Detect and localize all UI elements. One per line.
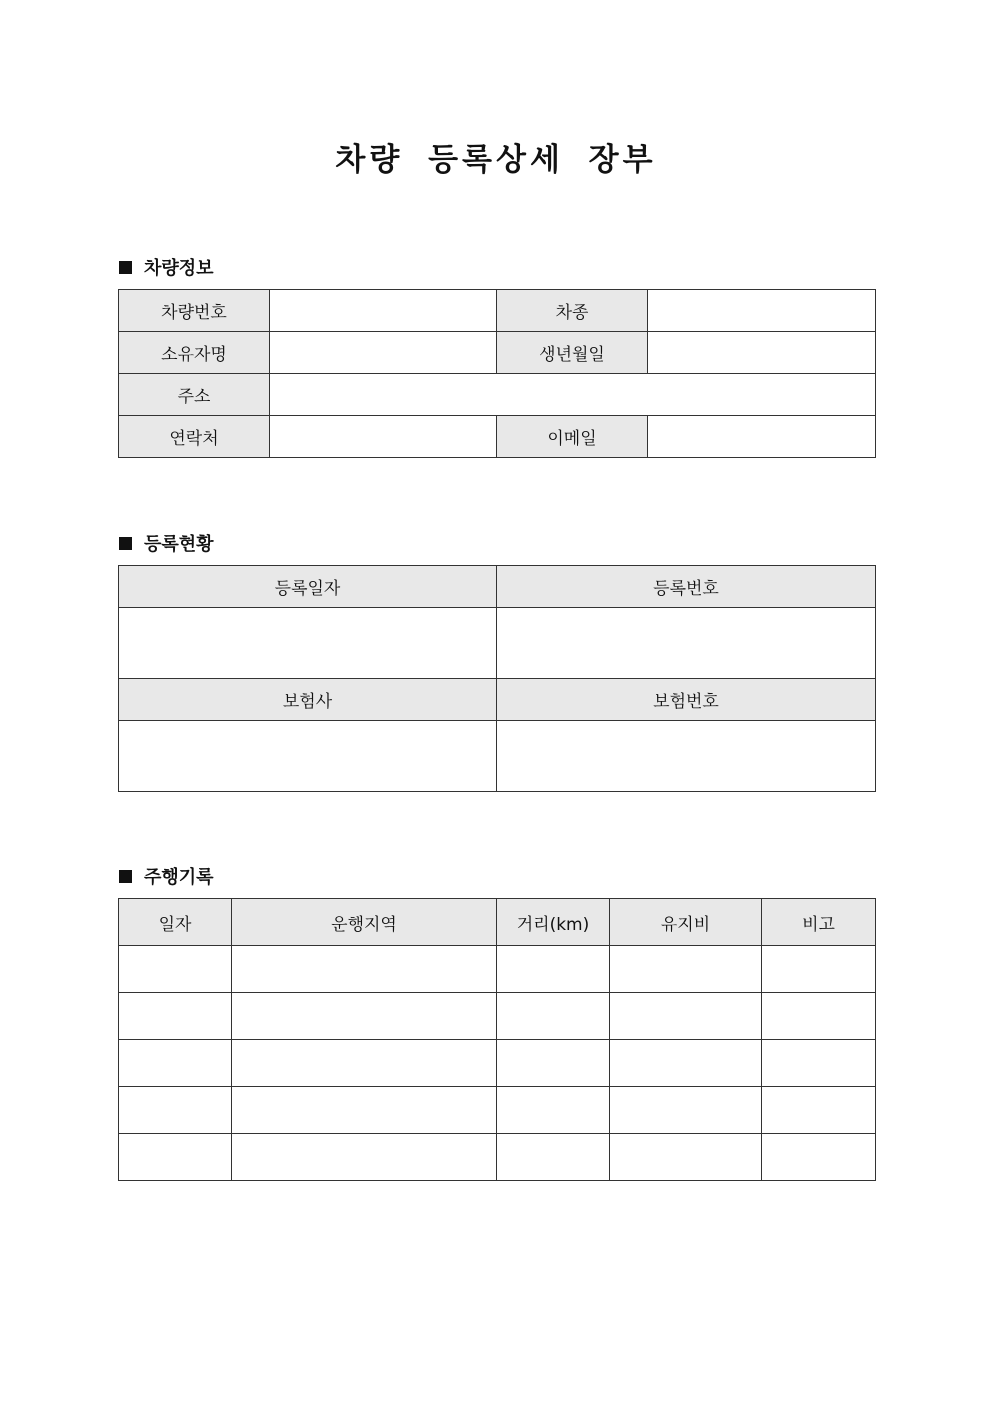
column-header-distance: 거리(km) bbox=[497, 899, 610, 946]
column-header-region: 운행지역 bbox=[232, 899, 497, 946]
table-cell[interactable] bbox=[762, 993, 876, 1040]
table-cell[interactable] bbox=[762, 946, 876, 993]
plate-field[interactable] bbox=[270, 290, 497, 332]
table-header-row bbox=[119, 899, 876, 946]
table-row bbox=[119, 993, 876, 1040]
plate-label: 차량번호 bbox=[119, 290, 270, 332]
section-heading-registration bbox=[119, 530, 214, 556]
insurance-number-label: 보험번호 bbox=[497, 679, 876, 721]
registration-date-label: 등록일자 bbox=[119, 566, 497, 608]
table-cell[interactable] bbox=[119, 1087, 232, 1134]
table-cell[interactable] bbox=[497, 946, 610, 993]
table-cell[interactable] bbox=[119, 993, 232, 1040]
birthdate-label: 생년월일 bbox=[497, 332, 648, 374]
table-cell[interactable] bbox=[119, 1134, 232, 1181]
vehicle-info-table bbox=[118, 289, 876, 458]
table-row bbox=[119, 679, 876, 721]
table-cell[interactable] bbox=[762, 1040, 876, 1087]
page-title: 차량 등록상세 장부 bbox=[335, 142, 657, 178]
table-cell[interactable] bbox=[610, 1087, 762, 1134]
column-header-notes: 비고 bbox=[762, 899, 876, 946]
table-cell[interactable] bbox=[119, 1040, 232, 1087]
table-row bbox=[119, 946, 876, 993]
table-row bbox=[119, 416, 876, 458]
email-field[interactable] bbox=[648, 416, 876, 458]
table-row bbox=[119, 608, 876, 679]
table-row bbox=[119, 1134, 876, 1181]
address-label: 주소 bbox=[119, 374, 270, 416]
section-heading-label: 주행기록 bbox=[144, 867, 214, 888]
table-row bbox=[119, 374, 876, 416]
table-cell[interactable] bbox=[497, 1134, 610, 1181]
vehicle-type-field[interactable] bbox=[648, 290, 876, 332]
table-row bbox=[119, 1040, 876, 1087]
table-cell[interactable] bbox=[232, 946, 497, 993]
table-cell[interactable] bbox=[610, 993, 762, 1040]
insurer-field[interactable] bbox=[119, 721, 497, 792]
email-label: 이메일 bbox=[497, 416, 648, 458]
table-row bbox=[119, 721, 876, 792]
table-row bbox=[119, 1087, 876, 1134]
square-bullet-icon bbox=[119, 261, 132, 274]
section-heading-vehicle-info bbox=[119, 254, 214, 280]
insurer-label: 보험사 bbox=[119, 679, 497, 721]
registration-table bbox=[118, 565, 876, 792]
insurance-number-field[interactable] bbox=[497, 721, 876, 792]
registration-number-label: 등록번호 bbox=[497, 566, 876, 608]
table-cell[interactable] bbox=[232, 993, 497, 1040]
column-header-maintenance: 유지비 bbox=[610, 899, 762, 946]
registration-number-field[interactable] bbox=[497, 608, 876, 679]
column-header-date: 일자 bbox=[119, 899, 232, 946]
table-cell[interactable] bbox=[762, 1087, 876, 1134]
driving-log-table bbox=[118, 898, 876, 1181]
phone-field[interactable] bbox=[270, 416, 497, 458]
table-cell[interactable] bbox=[610, 1134, 762, 1181]
table-row bbox=[119, 290, 876, 332]
address-field[interactable] bbox=[270, 374, 876, 416]
table-cell[interactable] bbox=[497, 1040, 610, 1087]
table-row bbox=[119, 566, 876, 608]
table-cell[interactable] bbox=[232, 1040, 497, 1087]
phone-label: 연락처 bbox=[119, 416, 270, 458]
registration-date-field[interactable] bbox=[119, 608, 497, 679]
table-cell[interactable] bbox=[497, 1087, 610, 1134]
birthdate-field[interactable] bbox=[648, 332, 876, 374]
table-cell[interactable] bbox=[232, 1087, 497, 1134]
table-cell[interactable] bbox=[762, 1134, 876, 1181]
section-heading-label: 차량정보 bbox=[144, 258, 214, 279]
square-bullet-icon bbox=[119, 870, 132, 883]
table-row bbox=[119, 332, 876, 374]
section-heading-label: 등록현황 bbox=[144, 534, 214, 555]
vehicle-type-label: 차종 bbox=[497, 290, 648, 332]
table-cell[interactable] bbox=[610, 1040, 762, 1087]
table-cell[interactable] bbox=[232, 1134, 497, 1181]
table-cell[interactable] bbox=[119, 946, 232, 993]
square-bullet-icon bbox=[119, 537, 132, 550]
section-heading-driving-log bbox=[119, 863, 214, 889]
table-cell[interactable] bbox=[497, 993, 610, 1040]
owner-field[interactable] bbox=[270, 332, 497, 374]
owner-label: 소유자명 bbox=[119, 332, 270, 374]
table-cell[interactable] bbox=[610, 946, 762, 993]
